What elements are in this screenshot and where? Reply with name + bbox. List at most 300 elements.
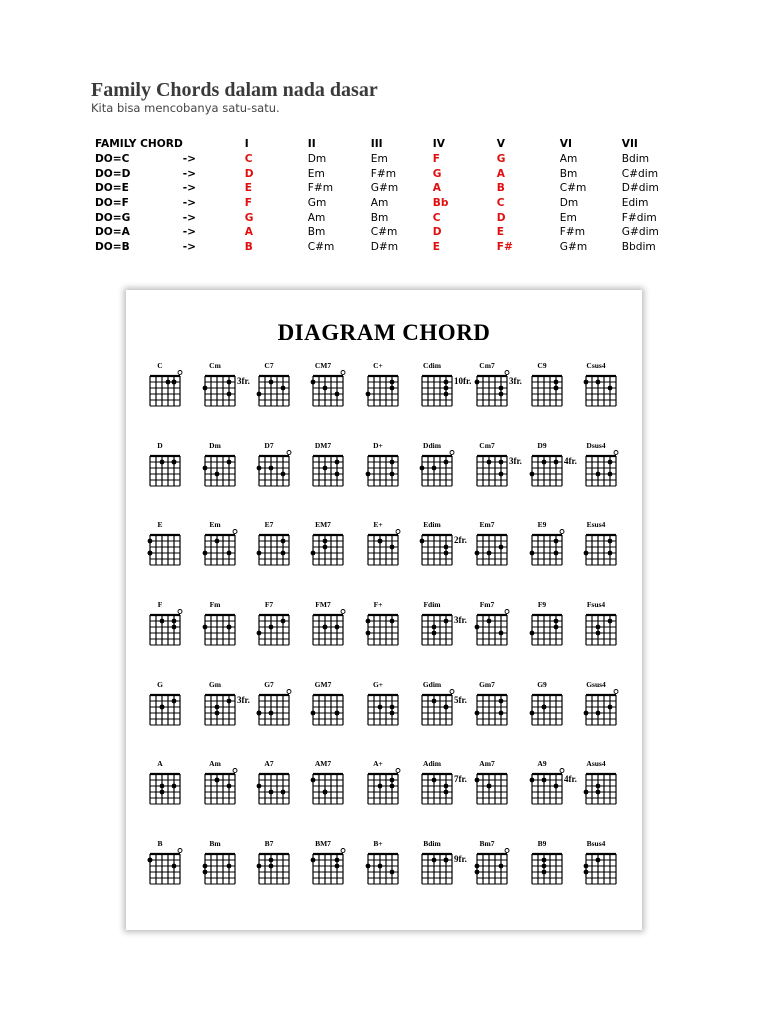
chord-finger-dot xyxy=(269,625,274,630)
chord-finger-dot xyxy=(542,778,547,783)
chord-cell: F xyxy=(432,153,441,166)
chord-finger-dot xyxy=(257,711,262,716)
chord-finger-dot xyxy=(335,711,340,716)
chord-diagram xyxy=(530,759,564,804)
chord-diagram xyxy=(203,441,235,486)
chord-finger-dot xyxy=(584,864,589,869)
chord-label: A+ xyxy=(373,759,383,768)
chord-diagram xyxy=(368,759,400,804)
chord-label: A9 xyxy=(537,759,547,768)
key-cell: DO=A xyxy=(95,226,130,239)
fret-position-label: 3fr. xyxy=(509,456,522,466)
chord-finger-dot xyxy=(390,380,395,385)
chord-label: Adim xyxy=(423,759,441,768)
header-ii: II xyxy=(307,138,316,151)
fret-position-label: 3fr. xyxy=(509,376,522,386)
chord-finger-dot xyxy=(390,870,395,875)
chord-label: Cdim xyxy=(423,361,441,370)
chord-finger-dot xyxy=(554,386,559,391)
chord-cell: D#dim xyxy=(621,182,659,195)
key-cell: DO=B xyxy=(95,241,130,254)
open-string-marker xyxy=(287,690,291,694)
chord-finger-dot xyxy=(366,472,371,477)
chord-finger-dot xyxy=(542,460,547,465)
arrow-cell: -> xyxy=(182,167,197,180)
header-family-chord: FAMILY CHORD xyxy=(95,138,183,151)
chord-cell: C xyxy=(244,153,253,166)
chord-finger-dot xyxy=(554,539,559,544)
chord-label: Esus4 xyxy=(586,520,606,529)
chord-finger-dot xyxy=(203,551,208,556)
chord-finger-dot xyxy=(323,545,328,550)
chord-finger-dot xyxy=(444,705,449,710)
chord-label: C+ xyxy=(373,361,383,370)
key-cell: DO=G xyxy=(95,211,131,224)
chord-cell: Em xyxy=(370,153,388,166)
chord-finger-dot xyxy=(281,539,286,544)
chord-finger-dot xyxy=(172,619,177,624)
chord-cell: A xyxy=(496,167,505,180)
chord-finger-dot xyxy=(203,386,208,391)
chord-cell: G xyxy=(244,211,254,224)
chord-diagram xyxy=(150,759,180,804)
chord-finger-dot xyxy=(530,472,535,477)
chord-diagram xyxy=(313,441,343,486)
chord-finger-dot xyxy=(475,711,480,716)
chord-finger-dot xyxy=(366,864,371,869)
chord-finger-dot xyxy=(311,551,316,556)
fret-position-label: 3fr. xyxy=(454,615,467,625)
chord-finger-dot xyxy=(390,705,395,710)
chord-finger-dot xyxy=(227,784,232,789)
chord-cell: Dm xyxy=(559,197,579,210)
chord-diagram xyxy=(475,839,509,884)
chord-label: DM7 xyxy=(314,441,332,450)
chord-finger-dot xyxy=(323,466,328,471)
chord-finger-dot xyxy=(257,392,262,397)
chord-finger-dot xyxy=(215,778,220,783)
chord-cell: D xyxy=(244,167,254,180)
chord-diagram xyxy=(584,680,618,725)
arrow-cell: -> xyxy=(182,211,197,224)
chord-finger-dot xyxy=(584,551,589,556)
chord-label: Ddim xyxy=(423,441,441,450)
chord-finger-dot xyxy=(390,460,395,465)
chord-cell: G xyxy=(432,167,442,180)
chord-finger-dot xyxy=(530,631,535,636)
chord-label: E xyxy=(157,520,163,529)
chord-finger-dot xyxy=(378,784,383,789)
header-arrow xyxy=(183,137,245,152)
chord-finger-dot xyxy=(608,472,613,477)
chord-finger-dot xyxy=(172,460,177,465)
chord-cell: G#m xyxy=(559,241,588,254)
chord-finger-dot xyxy=(444,545,449,550)
fret-position-label: 4fr. xyxy=(564,774,577,784)
chord-cell: F#m xyxy=(370,167,397,180)
chord-label: G9 xyxy=(537,680,547,689)
chord-finger-dot xyxy=(444,790,449,795)
chord-diagram xyxy=(150,361,182,406)
open-string-marker xyxy=(505,371,509,375)
chord-finger-dot xyxy=(542,870,547,875)
chord-label: CM7 xyxy=(314,361,332,370)
chord-finger-dot xyxy=(257,784,262,789)
chord-finger-dot xyxy=(311,711,316,716)
open-string-marker xyxy=(341,371,345,375)
open-string-marker xyxy=(505,610,509,614)
chord-label: Em7 xyxy=(479,520,495,529)
chord-finger-dot xyxy=(499,864,504,869)
table-header-row xyxy=(95,137,672,152)
diagram-title: DIAGRAM CHORD xyxy=(277,320,491,345)
chord-finger-dot xyxy=(227,699,232,704)
chord-finger-dot xyxy=(475,551,480,556)
chord-finger-dot xyxy=(499,699,504,704)
chord-finger-dot xyxy=(444,551,449,556)
chord-finger-dot xyxy=(584,790,589,795)
chord-finger-dot xyxy=(487,460,492,465)
table-row xyxy=(95,196,672,211)
header-vi: VI xyxy=(559,138,572,151)
fret-position-label: 5fr. xyxy=(454,695,467,705)
chord-finger-dot xyxy=(499,711,504,716)
chord-label: G7 xyxy=(264,680,274,689)
chord-finger-dot xyxy=(542,705,547,710)
chord-label: F xyxy=(157,600,163,609)
chord-label: D+ xyxy=(373,441,383,450)
chord-diagram xyxy=(532,361,562,406)
chord-finger-dot xyxy=(390,778,395,783)
chord-finger-dot xyxy=(269,864,274,869)
chord-finger-dot xyxy=(530,711,535,716)
chord-finger-dot xyxy=(335,472,340,477)
chord-finger-dot xyxy=(311,778,316,783)
chord-label: C9 xyxy=(537,361,547,370)
table-row xyxy=(95,210,672,225)
chord-diagram xyxy=(584,520,616,565)
chord-diagram xyxy=(530,441,562,486)
chord-finger-dot xyxy=(584,380,589,385)
chord-label: Asus4 xyxy=(586,759,606,768)
chord-label: Edim xyxy=(423,520,441,529)
open-string-marker xyxy=(178,371,182,375)
chord-diagram xyxy=(257,680,291,725)
chord-cell: Gm xyxy=(307,197,327,210)
chord-label: D9 xyxy=(537,441,547,450)
chord-finger-dot xyxy=(608,460,613,465)
arrow-cell: -> xyxy=(182,182,197,195)
fret-position-label: 4fr. xyxy=(564,456,577,466)
chord-cell: G xyxy=(496,153,506,166)
chord-diagram xyxy=(311,680,343,725)
chord-finger-dot xyxy=(203,625,208,630)
chord-finger-dot xyxy=(366,631,371,636)
chord-diagram xyxy=(368,680,398,725)
chord-diagram xyxy=(584,759,616,804)
chord-diagram xyxy=(422,600,452,645)
chord-finger-dot xyxy=(281,790,286,795)
chord-cell: G#dim xyxy=(621,226,659,239)
chord-finger-dot xyxy=(554,460,559,465)
chord-diagram xyxy=(477,441,507,486)
chord-finger-dot xyxy=(432,625,437,630)
table-row xyxy=(95,181,672,196)
chord-finger-dot xyxy=(390,545,395,550)
chord-finger-dot xyxy=(596,784,601,789)
key-cell: DO=C xyxy=(95,153,130,166)
chord-label: E7 xyxy=(264,520,274,529)
chord-finger-dot xyxy=(608,619,613,624)
chord-label: Gdim xyxy=(422,680,442,689)
chord-diagram xyxy=(257,839,289,884)
chord-finger-dot xyxy=(227,551,232,556)
chord-finger-dot xyxy=(172,699,177,704)
chord-label: Csus4 xyxy=(586,361,606,370)
open-string-marker xyxy=(178,849,182,853)
chord-finger-dot xyxy=(390,386,395,391)
chord-cell: F#m xyxy=(559,226,586,239)
chord-finger-dot xyxy=(432,858,437,863)
chord-label: B7 xyxy=(264,839,274,848)
chord-label: Am7 xyxy=(479,759,495,768)
chord-finger-dot xyxy=(172,784,177,789)
open-string-marker xyxy=(560,769,564,773)
chord-finger-dot xyxy=(499,392,504,397)
chord-finger-dot xyxy=(596,631,601,636)
chord-finger-dot xyxy=(160,784,165,789)
chord-finger-dot xyxy=(257,864,262,869)
chord-cell: D#m xyxy=(370,241,399,254)
chord-label: Cm7 xyxy=(479,361,495,370)
chord-finger-dot xyxy=(499,545,504,550)
open-string-marker xyxy=(614,451,618,455)
chord-cell: Bb xyxy=(432,197,449,210)
chord-finger-dot xyxy=(487,551,492,556)
chord-diagram xyxy=(530,600,562,645)
fret-position-label: 3fr. xyxy=(237,376,250,386)
chord-diagram-sheet xyxy=(126,290,642,930)
chord-finger-dot xyxy=(444,619,449,624)
chord-finger-dot xyxy=(366,392,371,397)
chord-finger-dot xyxy=(281,619,286,624)
chord-finger-dot xyxy=(378,539,383,544)
chord-finger-dot xyxy=(499,386,504,391)
chord-label: E+ xyxy=(373,520,383,529)
open-string-marker xyxy=(450,451,454,455)
chord-label: Fm xyxy=(209,600,221,609)
chord-finger-dot xyxy=(215,711,220,716)
chord-finger-dot xyxy=(257,631,262,636)
header-iii: III xyxy=(370,138,383,151)
chord-diagram xyxy=(205,680,235,725)
key-cell: DO=D xyxy=(95,167,131,180)
chord-cell: B xyxy=(244,241,253,254)
chord-finger-dot xyxy=(596,625,601,630)
chord-diagram xyxy=(257,361,289,406)
chord-cell: E xyxy=(432,241,441,254)
chord-label: Cm xyxy=(209,361,221,370)
chord-diagram xyxy=(475,680,507,725)
arrow-cell: -> xyxy=(182,226,197,239)
chord-diagram xyxy=(530,520,564,565)
chord-finger-dot xyxy=(390,619,395,624)
chord-cell: Am xyxy=(307,211,326,224)
chord-diagram xyxy=(311,759,343,804)
open-string-marker xyxy=(450,690,454,694)
open-string-marker xyxy=(233,769,237,773)
page-title: Family Chords dalam nada dasar xyxy=(91,79,378,101)
chord-diagram xyxy=(203,361,235,406)
chord-cell: Bm xyxy=(307,226,326,239)
chord-finger-dot xyxy=(227,625,232,630)
chord-cell: F#dim xyxy=(621,211,657,224)
chord-diagram xyxy=(586,600,616,645)
table-row xyxy=(95,240,672,255)
open-string-marker xyxy=(233,530,237,534)
chord-diagram xyxy=(203,520,237,565)
header-iv: IV xyxy=(432,138,445,151)
chord-diagram xyxy=(422,759,452,804)
chord-finger-dot xyxy=(596,380,601,385)
chord-finger-dot xyxy=(444,386,449,391)
chord-finger-dot xyxy=(323,790,328,795)
chord-diagram xyxy=(475,520,507,565)
chord-label: Gm xyxy=(208,680,222,689)
chord-diagram xyxy=(475,600,509,645)
chord-cell: C#m xyxy=(307,241,335,254)
chord-diagram xyxy=(420,520,452,565)
fret-position-label: 7fr. xyxy=(454,774,467,784)
chord-label: B9 xyxy=(537,839,547,848)
chord-finger-dot xyxy=(390,711,395,716)
chord-finger-dot xyxy=(311,858,316,863)
chord-cell: E xyxy=(244,182,253,195)
arrow-cell: -> xyxy=(182,197,197,210)
open-string-marker xyxy=(560,530,564,534)
chord-cell: F#m xyxy=(307,182,334,195)
chord-label: D7 xyxy=(264,441,274,450)
chord-cell: D xyxy=(496,211,506,224)
chord-finger-dot xyxy=(323,386,328,391)
chord-cell: C xyxy=(432,211,441,224)
chord-label: Bm xyxy=(209,839,221,848)
key-cell: DO=E xyxy=(95,182,129,195)
chord-label: Gm7 xyxy=(479,680,495,689)
chord-label: BM7 xyxy=(315,839,331,848)
chord-label: Fdim xyxy=(423,600,441,609)
chord-finger-dot xyxy=(335,858,340,863)
chord-label: C xyxy=(157,361,163,370)
chord-finger-dot xyxy=(281,551,286,556)
chord-diagram xyxy=(150,600,182,645)
chord-finger-dot xyxy=(257,551,262,556)
header-vii: VII xyxy=(621,138,638,151)
chord-diagram xyxy=(584,839,616,884)
chord-diagram xyxy=(368,520,400,565)
chord-cell: C#dim xyxy=(621,167,659,180)
chord-finger-dot xyxy=(530,551,535,556)
arrow-cell: -> xyxy=(182,153,197,166)
header-v: V xyxy=(496,138,505,151)
chord-finger-dot xyxy=(172,380,177,385)
chord-finger-dot xyxy=(554,380,559,385)
chord-label: B xyxy=(157,839,163,848)
open-string-marker xyxy=(505,849,509,853)
chord-label: EM7 xyxy=(315,520,331,529)
chord-finger-dot xyxy=(608,539,613,544)
chord-cell: Em xyxy=(307,167,325,180)
open-string-marker xyxy=(341,610,345,614)
chord-finger-dot xyxy=(475,625,480,630)
chord-diagram xyxy=(530,680,562,725)
chord-cell: C#m xyxy=(370,226,398,239)
chord-finger-dot xyxy=(444,784,449,789)
chord-finger-dot xyxy=(269,790,274,795)
fret-position-label: 10fr. xyxy=(454,376,472,386)
chord-finger-dot xyxy=(420,466,425,471)
chord-finger-dot xyxy=(475,380,480,385)
chord-finger-dot xyxy=(269,711,274,716)
chord-finger-dot xyxy=(444,858,449,863)
open-string-marker xyxy=(178,610,182,614)
chord-finger-dot xyxy=(432,778,437,783)
chord-finger-dot xyxy=(420,539,425,544)
chord-finger-dot xyxy=(487,784,492,789)
chord-finger-dot xyxy=(378,705,383,710)
fret-position-label: 9fr. xyxy=(454,854,467,864)
chord-finger-dot xyxy=(160,705,165,710)
chord-finger-dot xyxy=(215,539,220,544)
chord-finger-dot xyxy=(542,864,547,869)
chord-diagram xyxy=(532,839,562,884)
chord-finger-dot xyxy=(554,551,559,556)
chord-label: G+ xyxy=(372,680,384,689)
chord-finger-dot xyxy=(499,631,504,636)
chord-cell: D xyxy=(432,226,442,239)
chord-label: D xyxy=(157,441,163,450)
open-string-marker xyxy=(396,530,400,534)
chord-finger-dot xyxy=(390,784,395,789)
header-i: I xyxy=(244,138,249,151)
chord-finger-dot xyxy=(596,790,601,795)
chord-finger-dot xyxy=(269,380,274,385)
chord-label: G xyxy=(157,680,163,689)
chord-finger-dot xyxy=(215,705,220,710)
chord-finger-dot xyxy=(530,778,535,783)
chord-label: FM7 xyxy=(315,600,331,609)
chord-finger-dot xyxy=(390,472,395,477)
chord-finger-dot xyxy=(596,711,601,716)
chord-cell: A xyxy=(432,182,441,195)
chord-finger-dot xyxy=(608,551,613,556)
chord-diagram xyxy=(148,520,180,565)
chord-diagram xyxy=(311,839,345,884)
chord-cell: G#m xyxy=(370,182,399,195)
chord-finger-dot xyxy=(323,539,328,544)
chord-finger-dot xyxy=(608,386,613,391)
key-cell: DO=F xyxy=(95,197,129,210)
page-subtitle: Kita bisa mencobanya satu-satu. xyxy=(91,101,280,115)
chord-finger-dot xyxy=(323,625,328,630)
family-chord-table xyxy=(95,137,672,255)
chord-diagram-grid xyxy=(126,290,642,930)
chord-diagram xyxy=(203,839,235,884)
chord-diagram xyxy=(150,680,180,725)
chord-finger-dot xyxy=(166,380,171,385)
chord-diagram xyxy=(311,361,345,406)
chord-cell: Am xyxy=(559,153,578,166)
